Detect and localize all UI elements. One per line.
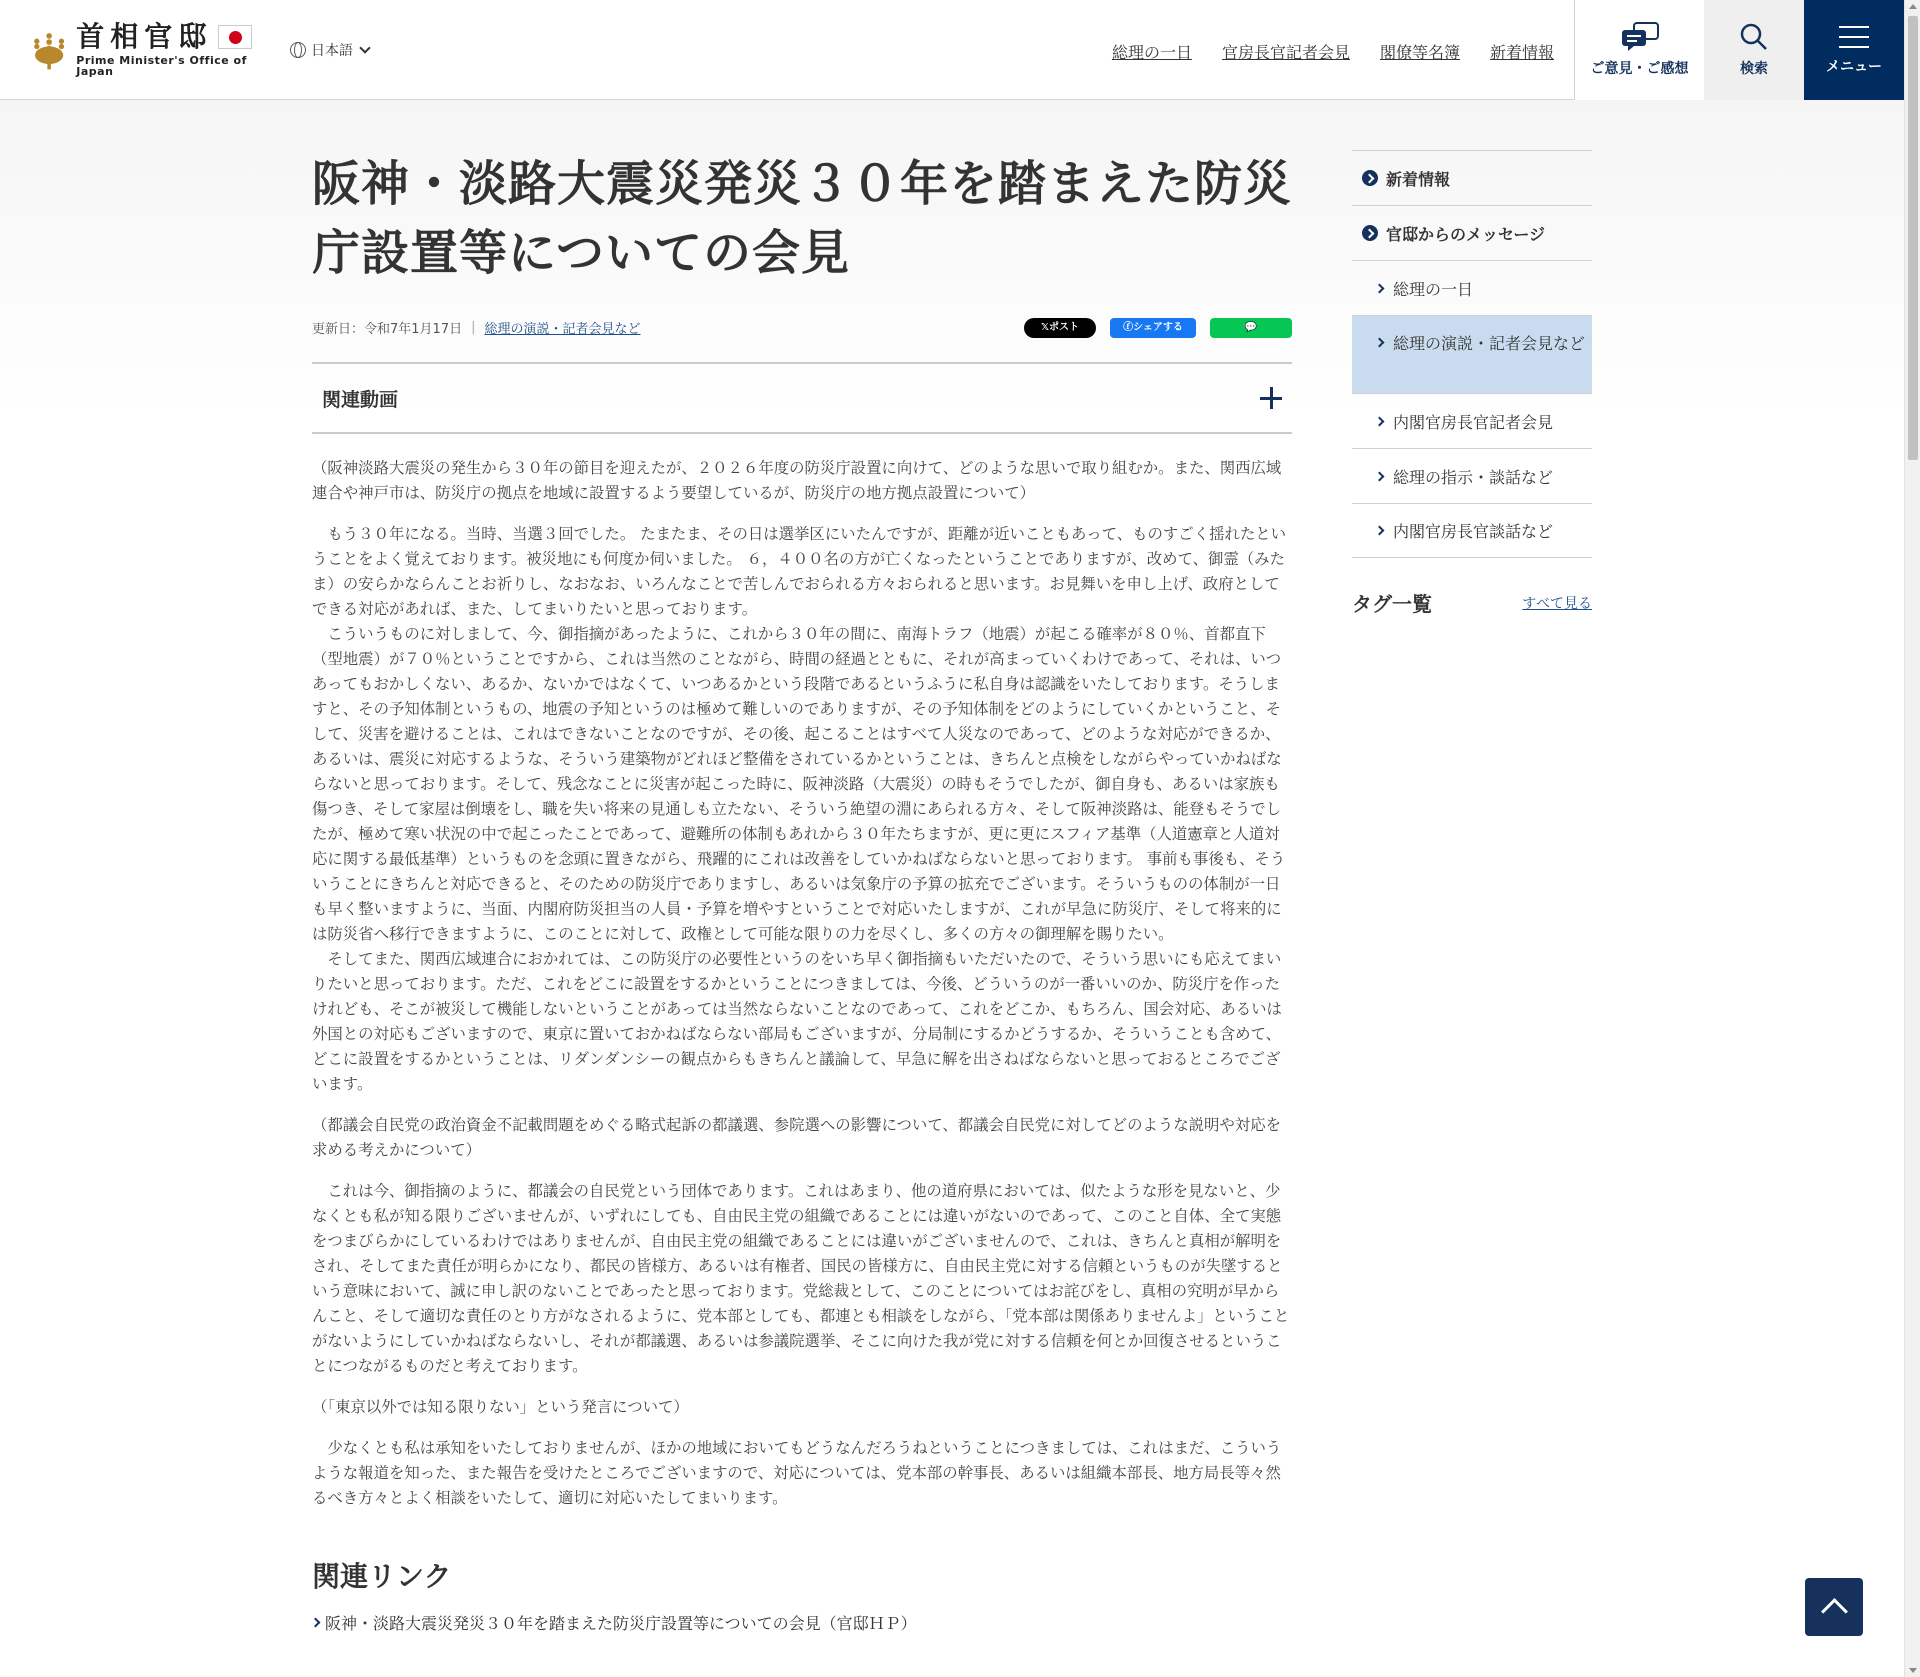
related-links-title: 関連リンク xyxy=(312,1560,452,1593)
site-header xyxy=(0,0,1904,100)
circle-chevron-icon xyxy=(1362,225,1378,241)
answer-paragraph: これは今、御指摘のように、都議会の自民党という団体であります。これはあまり、他の道府県においては、似たような形を見ないと、少なくとも私が知る限りございませんが、いずれにしても、自由民主党の組織であることには違いがないのであって、このこと自体、全て実態をつまびらかにしているわけではありませんが、自由民主党の組織であることには違いがございませんので、これは、きちんと真相が解明をされ、そしてまた責任が明らかになり、都民の皆様方、あるいは有権者、国民の皆様方に、自由民主党に対する信頼というものが失墜するという意味において、誠に申し訳のないことであったと思っております。党総裁として、このことについてはお詫びをし、真相の究明が早からんこと、そして適切な責任のとり方がなされるように、党本部としても、都連とも相談をしながら、「党本部は関係ありませんよ」ということがないようにしていかねばならないし、それが都議選、あるいは参議院選挙、そこに向けた我が党に対する信頼を何とか回復させるということにつながるものだと考えております。 xyxy=(312,1182,1290,1375)
top-nav xyxy=(1112,40,1554,63)
chat-bubble-icon xyxy=(1618,22,1662,52)
article-body xyxy=(312,456,1292,1511)
related-link-label: 阪神・淡路大震災発災３０年を踏まえた防災庁設置等についての会見（官邸ＨＰ） xyxy=(325,1614,917,1633)
paulownia-emblem-icon xyxy=(28,26,70,74)
scroll-down-arrow-icon[interactable] xyxy=(1909,1668,1917,1673)
share-line-button[interactable]: 💬LINEで送る xyxy=(1210,318,1292,338)
logo-subtitle: Prime Minister's Office of Japan xyxy=(76,54,247,78)
updated-date: 更新日：令和7年1月17日 xyxy=(312,321,463,337)
search-icon xyxy=(1739,22,1769,52)
tag-list-title: タグ一覧 xyxy=(1352,592,1432,616)
page-title: 阪神・淡路大震災発災３０年を踏まえた防災庁設置等についての会見 xyxy=(312,156,1293,281)
sidebar-item-label: 総理の一日 xyxy=(1393,279,1474,299)
sidebar-item-pm-daily[interactable] xyxy=(1352,260,1592,315)
article-meta xyxy=(312,316,1292,353)
nav-news[interactable]: 新着情報 xyxy=(1489,43,1554,62)
question-paragraph: （「東京以外では知る限りない」という発言について） xyxy=(312,1398,689,1416)
sidebar-item-label: 新着情報 xyxy=(1386,169,1451,189)
hamburger-icon xyxy=(1837,24,1871,50)
scroll-up-arrow-icon[interactable] xyxy=(1909,4,1917,9)
sidebar-item-secretary-press[interactable] xyxy=(1352,393,1592,448)
scroll-thumb[interactable] xyxy=(1908,16,1918,460)
nav-pm-daily[interactable]: 総理の一日 xyxy=(1111,43,1192,62)
article-main xyxy=(312,150,1292,1634)
menu-button[interactable] xyxy=(1804,0,1904,100)
sidebar-item-label: 総理の指示・談話など xyxy=(1393,467,1554,487)
line-icon: 💬 xyxy=(1244,322,1258,333)
sidebar-item-messages[interactable] xyxy=(1352,205,1592,260)
menu-label: メニュー xyxy=(1826,59,1882,75)
chevron-down-icon xyxy=(359,42,370,53)
related-link[interactable] xyxy=(312,1611,1292,1634)
sidebar-item-label: 内閣官房長官記者会見 xyxy=(1393,412,1554,432)
globe-icon xyxy=(290,42,306,58)
language-label: 日本語 xyxy=(311,43,353,59)
view-all-tags-link[interactable]: すべて見る xyxy=(1522,595,1592,612)
circle-chevron-icon xyxy=(1362,170,1378,186)
answer-paragraph: そしてまた、関西広域連合におかれては、この防災庁の必要性というのをいち早く御指摘もいただいたので、そういう思いにも応えてまいりたいと思っております。ただ、これをどこに設置をするかということにつきましては、今後、どういうのが一番いいのか、防災庁を作ったけれども、そこが被災して機能しないということがあっては当然ならないことなのであって、これをどこか、もちろん、国会対応、あるいは外国との対応もございますので、東京に置いておかねばならない部局もございますが、分局制にするかどうするか、そういうことも含めて、どこに設置をするかということは、リダンダンシーの観点からもきちんと議論して、早急に解を出さねばならないと思っておるところでございます。 xyxy=(312,950,1282,1093)
nav-cabinet-list[interactable]: 閣僚等名簿 xyxy=(1379,43,1460,62)
sidebar-item-news[interactable] xyxy=(1352,150,1592,205)
share-buttons xyxy=(1024,318,1292,353)
sidebar-item-secretary-statements[interactable] xyxy=(1352,503,1592,558)
chevron-right-icon xyxy=(1375,526,1385,536)
chevron-right-icon xyxy=(311,1618,321,1628)
chevron-right-icon xyxy=(1375,338,1385,348)
opinion-button[interactable] xyxy=(1574,0,1704,100)
site-logo[interactable] xyxy=(28,20,263,78)
answer-paragraph: 少なくとも私は承知をいたしておりませんが、ほかの地域においてもどうなんだろうねということにつきましては、これはまだ、こういうような報道を知った、また報告を受けたところでございますので、対応については、党本部の幹事長、あるいは組織本部長、地方局長等々然るべき方々とよく相談をいたして、適切に対応いたしてまいります。 xyxy=(312,1439,1282,1507)
search-button[interactable] xyxy=(1704,0,1804,100)
sidebar-item-pm-instructions[interactable] xyxy=(1352,448,1592,503)
chevron-right-icon xyxy=(1375,471,1385,481)
chevron-right-icon xyxy=(1375,416,1385,426)
logo-title: 首相官邸 xyxy=(76,20,213,53)
search-label: 検索 xyxy=(1740,61,1768,77)
answer-paragraph: もう３０年になる。当時、当選３回でした。 たまたま、その日は選挙区にいたんですが、距離が近いこともあって、ものすごく揺れたということをよく覚えております。被災地にも何度か伺いました。 ６，４００名の方が亡くなったということでありますが、改めて、御霊（みたま）の安らかならんことお祈りし、なおなお、いろんなことで苦しんでおられる方々おられると思います。お見舞いを申し上げ、政府としてできる対応があれば、また、してまいりたいと思っております。 xyxy=(312,525,1287,618)
facebook-icon: ⓕ xyxy=(1123,322,1134,333)
back-to-top-button[interactable] xyxy=(1805,1578,1863,1636)
tag-list-header xyxy=(1352,588,1592,617)
share-x-button[interactable]: 𝕏ポスト xyxy=(1024,318,1096,338)
japan-flag-icon xyxy=(218,25,252,49)
accordion-title: 関連動画 xyxy=(322,388,399,411)
opinion-label: ご意見・ご感想 xyxy=(1590,61,1689,77)
answer-paragraph: こういうものに対しまして、今、御指摘があったように、これから３０年の間に、南海トラフ（地震）が起こる確率が８０％、首都直下（型地震）が７０％ということですから、これは当然のことながら、時間の経過とともに、それが高まっていくわけであって、それは、いつあってもおかしくない、あるか、ないかではなくて、いつあるかという段階であるというふうに私自身は認識をいたしております。そうしますと、その予知体制というもの、地震の予知というのは極めて難しいのでありますが、その予知体制をどのようにしていくかということ、そして、災害を避けることは、これはできないことなのですが、その後、起こることはすべて人災なのであって、どのような対応ができるか、あるいは、震災に対応するような、そういう建築物がどれほど整備をされているかということは、きちんと点検をしながらやっていかねばならないと思っております。そして、残念なことに災害が起こった時に、阪神淡路（大震災）の時もそうでしたが、御自身も、あるいは家族も傷つき、そして家屋は倒壊をし、職を失い将来の見通しも立たない、そういう絶望の淵にあられる方々、そして阪神淡路は、能登もそうでしたが、極めて寒い状況の中で起こったことであって、避難所の体制もあれから３０年たちますが、更に更にスフィア基準（人道憲章と人道対応に関する最低基準）というものを念頭に置きながら、飛躍的にこれは改善をしていかねばならないと思っております。 事前も事後も、そういうことにきちんと対応できると、そのための防災庁でありますし、あるいは気象庁の予算の拡充でございます。そういうものの体制が一日も早く整いますように、当面、内閣府防災担当の人員・予算を増やすということで対応いたしますが、これが早急に防災庁、そして将来的には防災省へ移行できますように、このことに対して、政権として可能な限りの力を尽くし、多くの方々の御理解を賜りたい。 xyxy=(312,625,1286,943)
language-selector[interactable] xyxy=(290,40,369,60)
nav-cabinet-secretary-press[interactable]: 官房長官記者会見 xyxy=(1221,43,1350,62)
chevron-right-icon xyxy=(1375,283,1385,293)
question-paragraph: （阪神淡路大震災の発生から３０年の節目を迎えたが、２０２６年度の防災庁設置に向けて、どのような思いで取り組むか。また、関西広域連合や神戸市は、防災庁の拠点を地域に設置するよう要望しているが、防災庁の地方拠点設置について） xyxy=(312,459,1282,502)
sidebar-item-label: 内閣官房長官談話など xyxy=(1393,522,1554,541)
share-facebook-button[interactable]: ⓕシェアする xyxy=(1110,318,1196,338)
sidebar xyxy=(1352,150,1592,617)
sidebar-item-label: 総理の演説・記者会見など xyxy=(1393,334,1586,353)
page-scrollbar[interactable] xyxy=(1904,0,1920,1677)
sidebar-item-pm-speeches[interactable] xyxy=(1352,315,1592,393)
plus-icon xyxy=(1260,387,1282,409)
x-logo-icon: 𝕏 xyxy=(1040,322,1050,333)
sidebar-item-label: 官邸からのメッセージ xyxy=(1386,224,1546,244)
question-paragraph: （都議会自民党の政治資金不記載問題をめぐる略式起訴の都議選、参院選への影響について、都議会自民党に対してどのような説明や対応を求める考えかについて） xyxy=(312,1116,1281,1159)
category-link[interactable]: 総理の演説・記者会見など xyxy=(484,321,641,337)
meta-divider: | xyxy=(471,319,476,335)
related-video-accordion[interactable] xyxy=(312,362,1292,434)
